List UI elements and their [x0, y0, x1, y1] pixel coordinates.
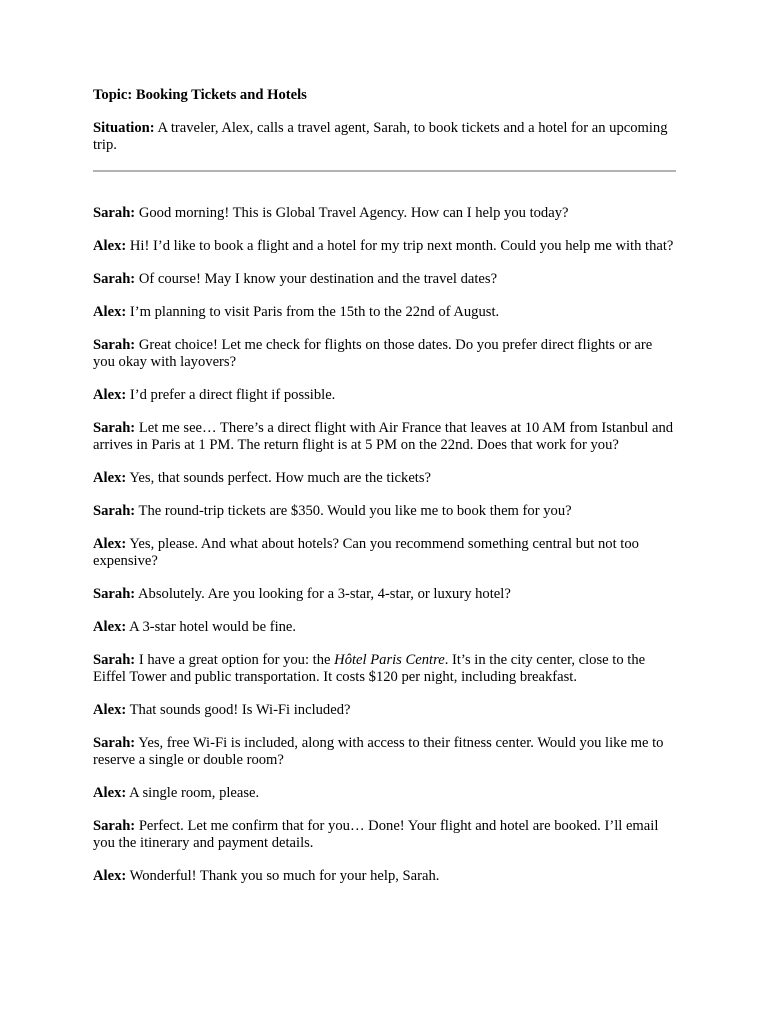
situation-paragraph — [93, 120, 676, 154]
line-text: Yes, that sounds perfect. How much are the tickets? — [126, 470, 432, 486]
speaker-label: Sarah: — [93, 586, 136, 602]
dialogue-line — [93, 503, 676, 520]
dialogue-line — [93, 420, 676, 454]
dialogue-line — [93, 205, 676, 222]
dialogue-line — [93, 702, 676, 719]
dialogue-line — [93, 652, 676, 686]
dialogue-line — [93, 735, 676, 769]
dialogue-line — [93, 304, 676, 321]
line-text: The round-trip tickets are $350. Would you like me to book them for you? — [135, 503, 572, 519]
situation-label: Situation: — [93, 120, 155, 136]
dialogue-line — [93, 470, 676, 487]
speaker-label: Sarah: — [93, 420, 136, 436]
dialogue-line — [93, 868, 676, 885]
situation-text: A traveler, Alex, calls a travel agent, Sarah, to book tickets and a hotel for an upcoming trip. — [93, 120, 668, 153]
line-text: I’m planning to visit Paris from the 15th to the 22nd of August. — [126, 304, 500, 320]
speaker-label: Sarah: — [93, 818, 136, 834]
speaker-label: Alex: — [93, 702, 127, 718]
dialogue-line — [93, 387, 676, 404]
speaker-label: Alex: — [93, 536, 127, 552]
dialogue-line — [93, 337, 676, 371]
dialogue-line — [93, 238, 676, 255]
dialogue-line — [93, 586, 676, 603]
speaker-label: Alex: — [93, 785, 127, 801]
speaker-label: Sarah: — [93, 735, 136, 751]
line-text: Yes, please. And what about hotels? Can you recommend something central but not too expensive? — [93, 536, 639, 569]
speaker-label: Alex: — [93, 619, 127, 635]
topic-heading: Topic: Booking Tickets and Hotels — [93, 87, 307, 103]
speaker-label: Sarah: — [93, 271, 136, 287]
line-text: Absolutely. Are you looking for a 3-star, 4-star, or luxury hotel? — [135, 586, 511, 602]
line-text: Great choice! Let me check for flights on those dates. Do you prefer direct flights or are you okay with layovers? — [93, 337, 653, 370]
line-text: I’d prefer a direct flight if possible. — [126, 387, 336, 403]
speaker-label: Sarah: — [93, 205, 136, 221]
line-text: Yes, free Wi-Fi is included, along with access to their fitness center. Would you like me to reserve a single or double room? — [93, 735, 664, 768]
line-text: That sounds good! Is Wi-Fi included? — [126, 702, 351, 718]
line-text: Hi! I’d like to book a flight and a hotel for my trip next month. Could you help me with that? — [126, 238, 674, 254]
line-text: I have a great option for you: the — [135, 652, 335, 668]
dialogue — [93, 205, 676, 885]
dialogue-line — [93, 536, 676, 570]
speaker-label: Sarah: — [93, 652, 136, 668]
line-text: . It’s in the city center, close to the Eiffel Tower and public transportation. It costs $120 per night, including breakfast. — [93, 652, 646, 685]
speaker-label: Alex: — [93, 238, 127, 254]
hotel-name: Hôtel Paris Centre — [334, 652, 445, 668]
speaker-label: Alex: — [93, 470, 127, 486]
dialogue-line — [93, 785, 676, 802]
document-page — [93, 87, 676, 901]
line-text: Let me see… There’s a direct flight with Air France that leaves at 10 AM from Istanbul and arrives in Paris at 1 PM. The return flight is at 5 PM on the 22nd. Does that work for you? — [93, 420, 674, 453]
section-divider — [93, 170, 676, 172]
dialogue-line — [93, 818, 676, 852]
line-text: Perfect. Let me confirm that for you… Done! Your flight and hotel are booked. I’ll email you the itinerary and payment details. — [93, 818, 659, 851]
line-text: Of course! May I know your destination and the travel dates? — [135, 271, 498, 287]
line-text: A single room, please. — [126, 785, 260, 801]
speaker-label: Alex: — [93, 387, 127, 403]
dialogue-line — [93, 619, 676, 636]
speaker-label: Alex: — [93, 304, 127, 320]
line-text: A 3-star hotel would be fine. — [126, 619, 297, 635]
dialogue-line — [93, 271, 676, 288]
speaker-label: Alex: — [93, 868, 127, 884]
speaker-label: Sarah: — [93, 503, 136, 519]
line-text: Wonderful! Thank you so much for your help, Sarah. — [126, 868, 440, 884]
line-text: Good morning! This is Global Travel Agency. How can I help you today? — [135, 205, 569, 221]
speaker-label: Sarah: — [93, 337, 136, 353]
